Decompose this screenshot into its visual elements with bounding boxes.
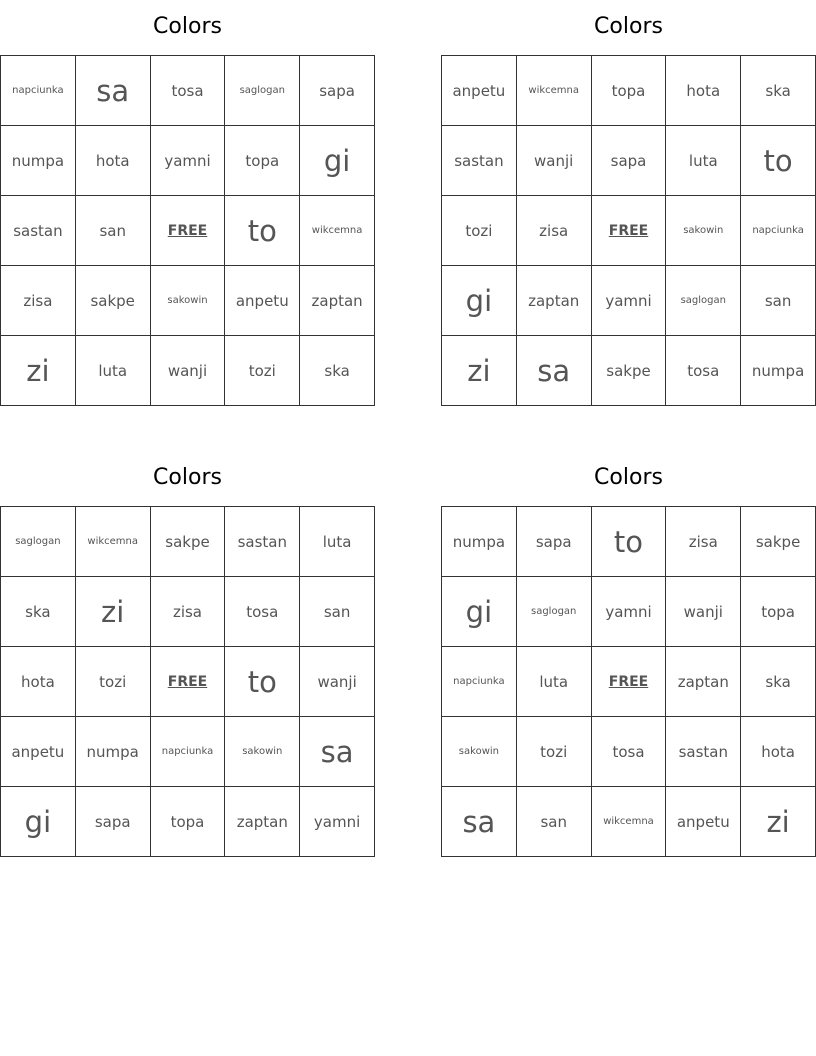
bingo-cell: yamni (300, 787, 375, 857)
bingo-cell: tozi (442, 196, 517, 266)
bingo-cell: sakowin (151, 266, 226, 336)
bingo-cell: sa (300, 717, 375, 787)
bingo-cell: tozi (76, 647, 151, 717)
bingo-cell: wikcemna (76, 507, 151, 577)
bingo-cell: numpa (442, 507, 517, 577)
card-title: Colors (594, 14, 663, 39)
bingo-cell: napciunka (1, 56, 76, 126)
bingo-cell: anpetu (225, 266, 300, 336)
bingo-cell: sastan (666, 717, 741, 787)
bingo-cell: gi (442, 577, 517, 647)
bingo-grid (441, 55, 816, 406)
bingo-cell: sapa (76, 787, 151, 857)
bingo-cell: gi (300, 126, 375, 196)
bingo-cell: tozi (517, 717, 592, 787)
bingo-cell: numpa (741, 336, 816, 406)
bingo-cell: wanji (300, 647, 375, 717)
bingo-cell: wikcemna (517, 56, 592, 126)
bingo-cell: sastan (442, 126, 517, 196)
bingo-cell: napciunka (442, 647, 517, 717)
bingo-cell: sastan (1, 196, 76, 266)
bingo-cell: wanji (666, 577, 741, 647)
bingo-cell: san (517, 787, 592, 857)
bingo-cell: to (225, 196, 300, 266)
bingo-cell: tosa (151, 56, 226, 126)
bingo-cell: ska (300, 336, 375, 406)
bingo-cell: sakowin (442, 717, 517, 787)
bingo-cell: napciunka (741, 196, 816, 266)
bingo-cell: hota (76, 126, 151, 196)
bingo-cell: luta (666, 126, 741, 196)
bingo-cell: sakowin (666, 196, 741, 266)
bingo-grid (0, 55, 375, 406)
bingo-cell: to (592, 507, 667, 577)
bingo-cell: zi (442, 336, 517, 406)
bingo-cell: wanji (151, 336, 226, 406)
bingo-cell: gi (442, 266, 517, 336)
card-title: Colors (153, 465, 222, 490)
bingo-cell: zi (1, 336, 76, 406)
bingo-cell: zaptan (300, 266, 375, 336)
bingo-cell: zaptan (225, 787, 300, 857)
bingo-cell: yamni (592, 266, 667, 336)
bingo-cell: saglogan (517, 577, 592, 647)
bingo-cell: zaptan (666, 647, 741, 717)
bingo-cell: to (225, 647, 300, 717)
bingo-cell: luta (76, 336, 151, 406)
bingo-grid (441, 506, 816, 857)
bingo-cell: luta (517, 647, 592, 717)
bingo-cell: zi (741, 787, 816, 857)
bingo-cell: tozi (225, 336, 300, 406)
bingo-cell: zaptan (517, 266, 592, 336)
bingo-cell: sakpe (592, 336, 667, 406)
bingo-cell: wikcemna (592, 787, 667, 857)
bingo-cell: anpetu (1, 717, 76, 787)
bingo-cell: saglogan (666, 266, 741, 336)
card-title: Colors (594, 465, 663, 490)
free-space: FREE (151, 196, 226, 266)
bingo-cell: topa (151, 787, 226, 857)
bingo-cell: sakpe (741, 507, 816, 577)
bingo-cell: zisa (666, 507, 741, 577)
bingo-cell: luta (300, 507, 375, 577)
bingo-cell: san (300, 577, 375, 647)
bingo-cell: anpetu (666, 787, 741, 857)
card-title: Colors (153, 14, 222, 39)
bingo-cell: sa (442, 787, 517, 857)
bingo-cell: hota (1, 647, 76, 717)
bingo-cell: yamni (151, 126, 226, 196)
bingo-cell: yamni (592, 577, 667, 647)
bingo-cell: sapa (517, 507, 592, 577)
bingo-cell: sastan (225, 507, 300, 577)
bingo-cell: zi (76, 577, 151, 647)
bingo-cell: numpa (1, 126, 76, 196)
bingo-cell: topa (592, 56, 667, 126)
bingo-cell: wikcemna (300, 196, 375, 266)
bingo-grid (0, 506, 375, 857)
bingo-cell: ska (741, 56, 816, 126)
bingo-cell: gi (1, 787, 76, 857)
bingo-cell: sakpe (151, 507, 226, 577)
bingo-cell: topa (741, 577, 816, 647)
bingo-cell: sa (517, 336, 592, 406)
bingo-cell: sapa (592, 126, 667, 196)
bingo-cell: to (741, 126, 816, 196)
bingo-cell: san (741, 266, 816, 336)
bingo-cell: hota (741, 717, 816, 787)
free-space: FREE (592, 647, 667, 717)
bingo-cell: anpetu (442, 56, 517, 126)
bingo-cell: tosa (666, 336, 741, 406)
bingo-cell: napciunka (151, 717, 226, 787)
bingo-cell: zisa (517, 196, 592, 266)
free-space: FREE (592, 196, 667, 266)
bingo-cell: tosa (225, 577, 300, 647)
bingo-cell: wanji (517, 126, 592, 196)
bingo-cell: saglogan (225, 56, 300, 126)
bingo-cell: ska (1, 577, 76, 647)
bingo-cell: saglogan (1, 507, 76, 577)
bingo-cell: ska (741, 647, 816, 717)
bingo-cell: tosa (592, 717, 667, 787)
bingo-cell: topa (225, 126, 300, 196)
bingo-cell: sakowin (225, 717, 300, 787)
bingo-cell: sapa (300, 56, 375, 126)
bingo-cell: sa (76, 56, 151, 126)
bingo-cell: hota (666, 56, 741, 126)
bingo-cell: numpa (76, 717, 151, 787)
free-space: FREE (151, 647, 226, 717)
bingo-cell: sakpe (76, 266, 151, 336)
bingo-cell: san (76, 196, 151, 266)
bingo-cell: zisa (1, 266, 76, 336)
bingo-cell: zisa (151, 577, 226, 647)
